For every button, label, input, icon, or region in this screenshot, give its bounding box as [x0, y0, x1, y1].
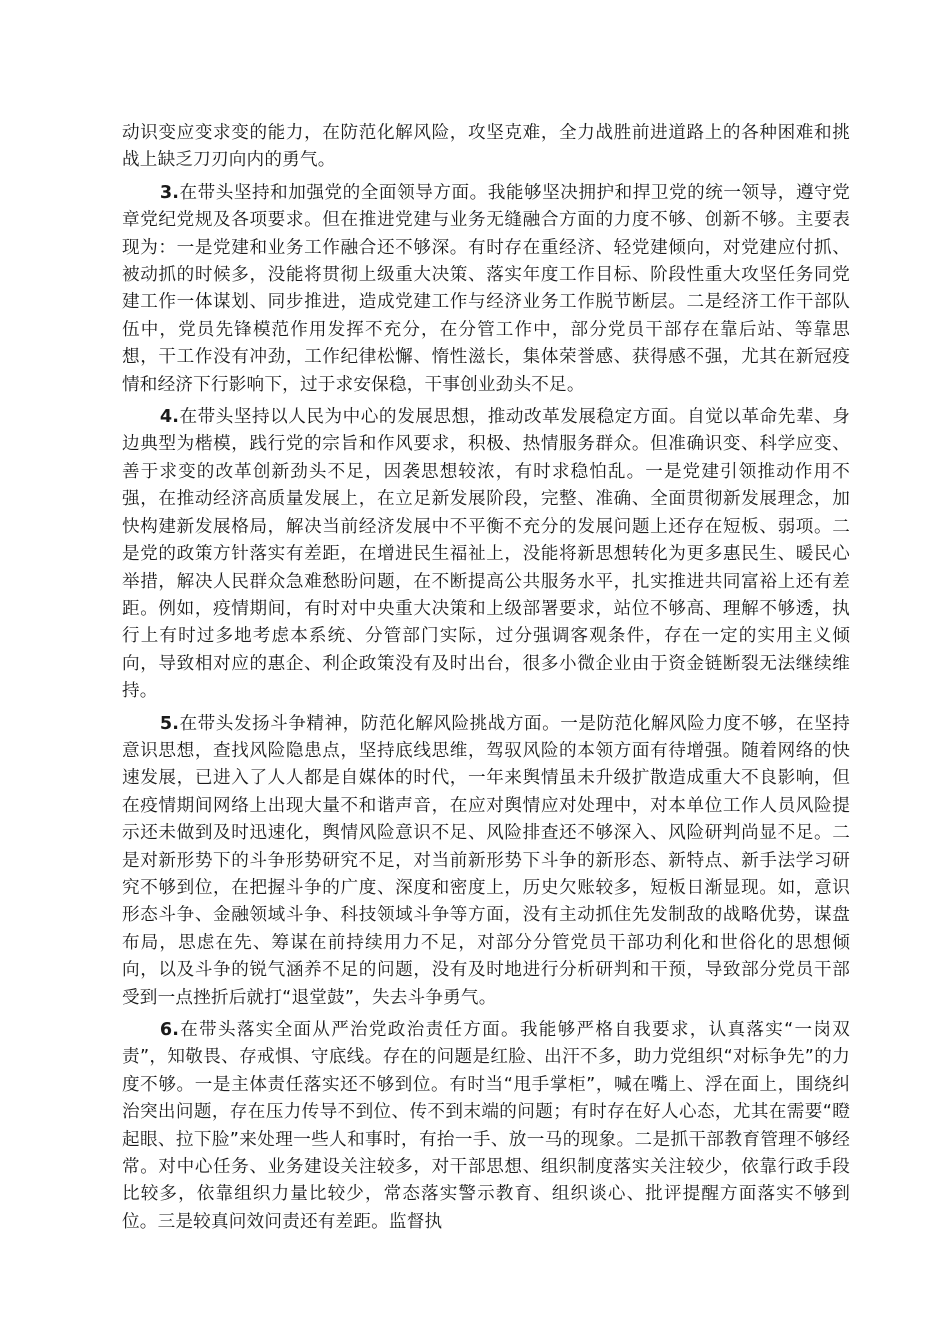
- paragraph-text: 在带头坚持以人民为中心的发展思想，推动改革发展稳定方面。自觉以革命先辈、身边典型为楷模，践行党的宗旨和作风要求，积极、热情服务群众。但准确识变、科学应变、善于求变的改革创新劲头不足，因袭思想较浓，有时求稳怕乱。一是党建引领推动作用不强，在推动经济高质量发展上，在立足新发展阶段，完整、准确、全面贯彻新发展理念，加快构建新发展格局，解决当前经济发展中不平衡不充分的发展问题上还存在短板、弱项。二是党的政策方针落实有差距，在增进民生福祉上，没能将新思想转化为更多惠民生、暖民心举措，解决人民群众急难愁盼问题，在不断提高公共服务水平，扎实推进共同富裕上还有差距。例如，疫情期间，有时对中央重大决策和上级部署要求，站位不够高、理解不够透，执行上有时过多地考虑本系统、分管部门实际，过分强调客观条件，存在一定的实用主义倾向，导致相对应的惠企、利企政策没有及时出台，很多小微企业由于资金链断裂无法继续维持。: [122, 407, 850, 702]
- paragraph-number: 4.: [159, 407, 180, 428]
- paragraph-continuation: [122, 120, 850, 175]
- paragraph-text: 在带头落实全面从严治党政治责任方面。我能够严格自我要求，认真落实“一岗双责”，知敬畏、存戒惧、守底线。存在的问题是红脸、出汗不多，助力党组织“对标争先”的力度不够。一是主体责任落实还不够到位。有时当“甩手掌柜”，喊在嘴上、浮在面上，围绕纠治突出问题，存在压力传导不到位、传不到末端的问题；有时存在好人心态，尤其在需要“瞪起眼、拉下脸”来处理一些人和事时，有抬一手、放一马的现象。二是抓干部教育管理不够经常。对中心任务、业务建设关注较多，对干部思想、组织制度落实关注较少，依靠行政手段比较多，依靠组织力量比较少，常态落实警示教育、组织谈心、批评提醒方面落实不够到位。三是较真问效问责还有差距。监督执: [122, 1020, 850, 1232]
- paragraph-number: 5.: [159, 713, 180, 734]
- paragraph-text: 在带头坚持和加强党的全面领导方面。我能够坚决拥护和捍卫党的统一领导，遵守党章党纪党规及各项要求。但在推进党建与业务无缝融合方面的力度不够、创新不够。主要表现为：一是党建和业务工作融合还不够深。有时存在重经济、轻党建倾向，对党建应付抓、被动抓的时候多，没能将贯彻上级重大决策、落实年度工作目标、阶段性重大攻坚任务同党建工作一体谋划、同步推进，造成党建工作与经济业务工作脱节断层。二是经济工作干部队伍中，党员先锋模范作用发挥不充分，在分管工作中，部分党员干部存在靠后站、等靠思想，干工作没有冲劲，工作纪律松懈、惰性滋长，集体荣誉感、获得感不强，尤其在新冠疫情和经济下行影响下，过于求安保稳，干事创业劲头不足。: [122, 182, 850, 395]
- paragraph-number: 3.: [159, 182, 180, 203]
- paragraph-number: 6.: [159, 1020, 180, 1040]
- paragraph-3-leadership: [122, 180, 850, 399]
- paragraph-4-people-centered: [122, 404, 850, 705]
- paragraph-text: 在带头发扬斗争精神，防范化解风险挑战方面。一是防范化解风险力度不够，在坚持意识思想，查找风险隐患点，坚持底线思维，驾驭风险的本领方面有待增强。随着网络的快速发展，已进入了人人都是自媒体的时代，一年来舆情虽未升级扩散造成重大不良影响，但在疫情期间网络上出现大量不和谐声音，在应对舆情应对处理中，对本单位工作人员风险提示还未做到及时迅速化，舆情风险意识不足、风险排查还不够深入、风险研判尚显不足。二是对新形势下的斗争形势研究不足，对当前新形势下斗争的新形态、新特点、新手法学习研究不够到位，在把握斗争的广度、深度和密度上，历史欠账较多，短板日渐显现。如，意识形态斗争、金融领域斗争、科技领域斗争等方面，没有主动抓住先发制敌的战略优势，谋盘布局，思虑在先、筹谋在前持续用力不足，对部分分管党员干部功利化和世俗化的思想倾向，以及斗争的锐气涵养不足的问题，没有及时地进行分析研判和干预，导致部分党员干部受到一点挫折后就打“退堂鼓”，失去斗争勇气。: [122, 713, 850, 1008]
- paragraph-6-party-discipline: [122, 1017, 850, 1236]
- document-body: [122, 120, 850, 1241]
- paragraph-5-struggle-spirit: [122, 711, 850, 1012]
- paragraph-text: 动识变应变求变的能力，在防范化解风险，攻坚克难，全力战胜前进道路上的各种困难和挑战上缺乏刀刃向内的勇气。: [122, 123, 850, 171]
